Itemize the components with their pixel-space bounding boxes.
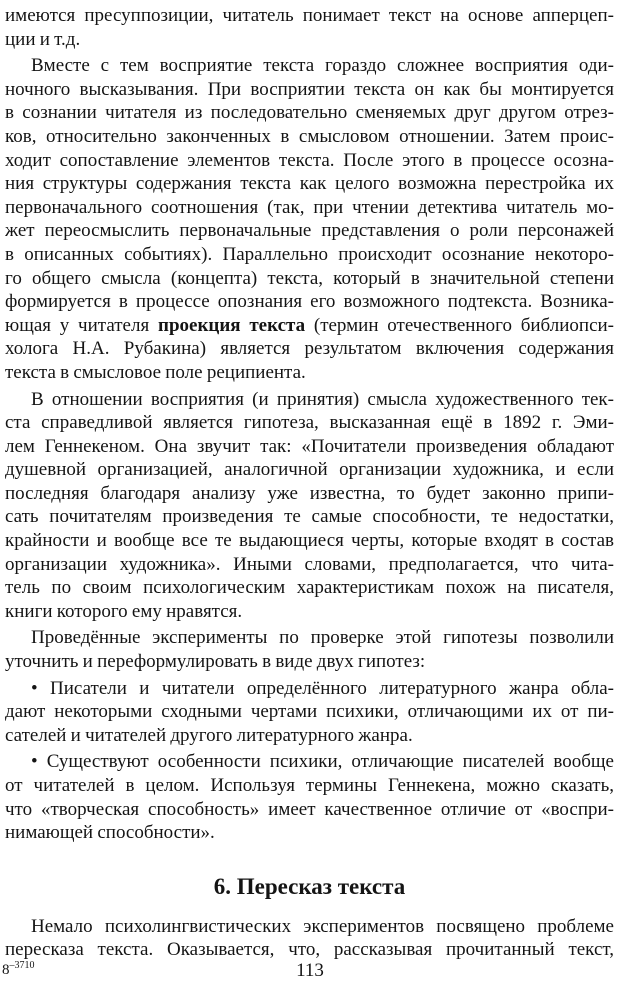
text-line: ния структуры содержания текста как целого возможна перестройка их bbox=[5, 173, 614, 195]
text-line: дают некоторыми сходными чертами психики, отличающими их от пи- bbox=[5, 701, 614, 723]
bullet-item-genre bbox=[5, 677, 614, 748]
text-line: го общего смысла (концепта) текста, который в значительной степени bbox=[5, 267, 614, 289]
text-line: первоначального соотношения (так, при чтении детектива читатель мо- bbox=[5, 196, 614, 218]
text-line: пересказа текста. Оказывается, что, рассказывая прочитанный текст, bbox=[5, 939, 614, 961]
text-line: холога Н.А. Рубакина) является результатом включения содержания bbox=[5, 338, 614, 360]
text-line: что «творческая способность» имеет качественное отличие от «воспри- bbox=[5, 798, 614, 820]
text-line: последняя благодаря анализу уже известна, то будет законно припи- bbox=[5, 482, 614, 504]
signature-number: 8 bbox=[2, 962, 10, 978]
text-line: крайности и вообще все те выдающиеся черты, которые входят в состав bbox=[5, 530, 614, 552]
text-line: душевной организацией, аналогичной организации художника, и если bbox=[5, 459, 614, 481]
text-line: лем Геннекеном. Она звучит так: «Почитатели произведения обладают bbox=[5, 435, 614, 457]
text-fragment: (термин отечественного библиопси- bbox=[305, 314, 614, 336]
text-line: • Существуют особенности психики, отличающие писателей вообще bbox=[31, 751, 614, 773]
text-line: Вместе с тем восприятие текста гораздо сложнее восприятия оди- bbox=[31, 55, 614, 77]
text-line: жет переосмыслить первоначальные представления о роли персонажей bbox=[5, 220, 614, 242]
page-number: 113 bbox=[296, 960, 324, 981]
text-line: Немало психолингвистических экспериментов посвящено проблеме bbox=[31, 915, 614, 937]
text-line: В отношении восприятия (и принятия) смысла художественного тек- bbox=[31, 388, 614, 410]
text-line: нимающей способности». bbox=[5, 822, 215, 844]
text-line: текста в смысловое поле реципиента. bbox=[5, 361, 306, 383]
text-line: организации художника». Иными словами, предполагается, что чита- bbox=[5, 553, 614, 575]
text-line: книги которого ему нравятся. bbox=[5, 600, 243, 622]
bullet-item-psyche bbox=[5, 750, 614, 844]
text-line: ночного высказывания. При восприятии текста он как бы монтируется bbox=[5, 78, 614, 100]
text-line: ции и т.д. bbox=[5, 28, 81, 50]
text-line: сать почитателям произведения те самые способности, те недостатки, bbox=[5, 506, 614, 528]
paragraph-continued bbox=[5, 4, 614, 51]
paragraph-experiments bbox=[5, 626, 614, 673]
paragraph-hennequin-hypothesis bbox=[5, 388, 614, 624]
text-line: в сознании читателя из последовательно сменяемых друг другом отрез- bbox=[5, 102, 614, 124]
text-line: ста справедливой является гипотеза, высказанная ещё в 1892 г. Эми- bbox=[5, 412, 614, 434]
page-footer bbox=[0, 960, 620, 982]
paragraph-text-perception bbox=[5, 54, 614, 384]
text-fragment: ющая у читателя bbox=[5, 314, 158, 336]
text-line-with-term bbox=[5, 314, 614, 338]
text-line: • Писатели и читатели определённого литературного жанра обла- bbox=[31, 677, 614, 699]
text-line: имеются пресуппозиции, читатель понимает текст на основе апперцеп- bbox=[5, 5, 614, 26]
text-line: формируется в процессе опознания его возможного подтекста. Возника- bbox=[5, 291, 614, 313]
text-line: ков, относительно законченных в смысловом отношении. Затем проис- bbox=[5, 125, 614, 147]
text-line: сателей и читателей другого литературного жанра. bbox=[5, 724, 413, 746]
text-line: тель по своим психологическим характеристикам похож на писателя, bbox=[5, 577, 614, 599]
signature-superscript: –3710 bbox=[9, 960, 35, 971]
text-line: уточнить и переформулировать в виде двух гипотез: bbox=[5, 651, 426, 673]
text-line: от читателей в целом. Используя термины Геннекена, можно сказать, bbox=[5, 775, 614, 796]
text-line: в описанных событиях). Параллельно происходит осознание некоторо- bbox=[5, 243, 614, 265]
bold-term: проекция текста bbox=[158, 314, 306, 336]
text-line: ходит сопоставление элементов текста. После этого в процессе осозна- bbox=[5, 149, 614, 171]
section-heading: 6. Пересказ текста bbox=[213, 873, 406, 899]
paragraph-retelling bbox=[5, 915, 614, 962]
text-line: Проведённые эксперименты по проверке этой гипотезы позволили bbox=[31, 627, 614, 649]
